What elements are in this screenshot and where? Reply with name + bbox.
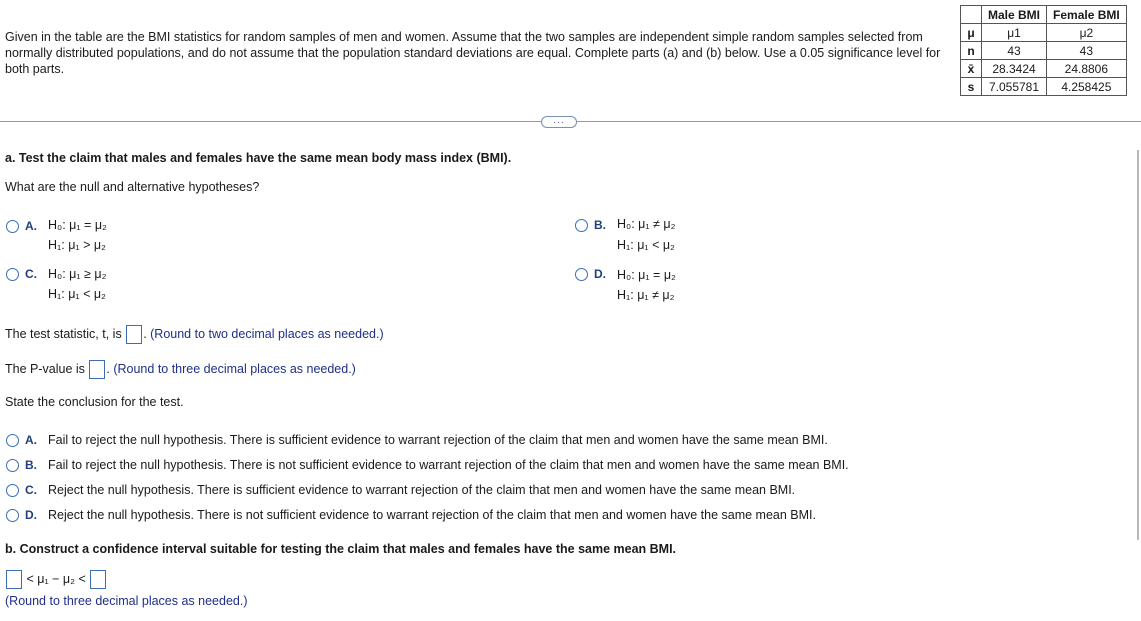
test-statistic-line: The test statistic, t, is . (Round to two decimal places as needed.) [5, 325, 384, 344]
scrollbar[interactable] [1137, 150, 1139, 540]
table-row [961, 24, 1127, 42]
header-male: Male BMI [982, 6, 1047, 24]
more-button[interactable]: ... [541, 116, 577, 128]
cell-male: 43 [982, 42, 1047, 60]
option-letter: B. [25, 458, 37, 472]
option-letter: C. [25, 267, 37, 281]
option-letter: B. [594, 218, 606, 232]
radio-button[interactable] [6, 459, 19, 472]
cell-male: μ1 [982, 24, 1047, 42]
intro-text: Given in the table are the BMI statistics for random samples of men and women. Assume that the two samples are independent simple random samples selected from normally distributed populations, and do not assume that the population standard deviations are equal. Complete parts (a) and (b) below. Use a 0.05 significance level for both parts. [5, 30, 941, 76]
p-value-hint: (Round to three decimal places as needed.) [113, 361, 356, 376]
table-corner [961, 6, 982, 24]
row-label: μ [961, 24, 982, 42]
part-a-question: What are the null and alternative hypotheses? [5, 180, 260, 194]
interval-expression: < μ₁ − μ₂ < [26, 571, 86, 586]
table-row [961, 42, 1127, 60]
test-statistic-hint: (Round to two decimal places as needed.) [150, 326, 384, 341]
hypothesis-h1: H₁: μ₁ > μ₂ [48, 238, 106, 252]
hypothesis-h1: H₁: μ₁ < μ₂ [48, 287, 106, 301]
cell-female: 24.8806 [1047, 60, 1127, 78]
cell-female: 4.258425 [1047, 78, 1127, 96]
p-value-input[interactable] [89, 360, 105, 379]
radio-button[interactable] [6, 509, 19, 522]
hypothesis-h1: H₁: μ₁ < μ₂ [617, 238, 675, 252]
radio-button[interactable] [575, 268, 588, 281]
conclusion-text: Fail to reject the null hypothesis. There is sufficient evidence to warrant rejection of the claim that men and women have the same mean BMI. [48, 433, 828, 447]
cell-male: 7.055781 [982, 78, 1047, 96]
hypothesis-h0: H₀: μ₁ = μ₂ [617, 268, 676, 282]
cell-female: 43 [1047, 42, 1127, 60]
radio-button[interactable] [6, 434, 19, 447]
part-b-hint: (Round to three decimal places as needed.) [5, 594, 248, 608]
p-value-label: The P-value is [5, 361, 85, 376]
row-label: x̄ [961, 60, 982, 78]
radio-button[interactable] [575, 219, 588, 232]
option-letter: A. [25, 219, 37, 233]
hypothesis-h1: H₁: μ₁ ≠ μ₂ [617, 288, 675, 302]
lower-bound-input[interactable] [6, 570, 22, 589]
conclusion-text: Reject the null hypothesis. There is not sufficient evidence to warrant rejection of the claim that men and women have the same mean BMI. [48, 508, 816, 522]
part-b-title: b. Construct a confidence interval suitable for testing the claim that males and females have the same mean BMI. [5, 542, 677, 556]
p-value-line: The P-value is . (Round to three decimal places as needed.) [5, 360, 356, 379]
hypothesis-h0: H₀: μ₁ ≠ μ₂ [617, 217, 676, 231]
test-statistic-input[interactable] [126, 325, 142, 344]
table-row [961, 60, 1127, 78]
option-letter: D. [594, 267, 606, 281]
option-letter: A. [25, 433, 37, 447]
hypothesis-h0: H₀: μ₁ = μ₂ [48, 218, 107, 232]
option-letter: C. [25, 483, 37, 497]
test-statistic-label: The test statistic, t, is [5, 326, 122, 341]
radio-button[interactable] [6, 268, 19, 281]
option-letter: D. [25, 508, 37, 522]
radio-button[interactable] [6, 484, 19, 497]
row-label: s [961, 78, 982, 96]
row-label: n [961, 42, 982, 60]
conclusion-prompt: State the conclusion for the test. [5, 395, 184, 409]
part-a-title: a. Test the claim that males and females have the same mean body mass index (BMI). [5, 151, 512, 165]
conclusion-text: Reject the null hypothesis. There is sufficient evidence to warrant rejection of the claim that men and women have the same mean BMI. [48, 483, 796, 497]
radio-button[interactable] [6, 220, 19, 233]
upper-bound-input[interactable] [90, 570, 106, 589]
bmi-table [960, 5, 1127, 96]
table-row [961, 78, 1127, 96]
header-female: Female BMI [1047, 6, 1127, 24]
conclusion-text: Fail to reject the null hypothesis. There is not sufficient evidence to warrant rejection of the claim that men and women have the same mean BMI. [48, 458, 849, 472]
confidence-interval-line [5, 570, 107, 589]
cell-male: 28.3424 [982, 60, 1047, 78]
cell-female: μ2 [1047, 24, 1127, 42]
hypothesis-h0: H₀: μ₁ ≥ μ₂ [48, 267, 107, 281]
